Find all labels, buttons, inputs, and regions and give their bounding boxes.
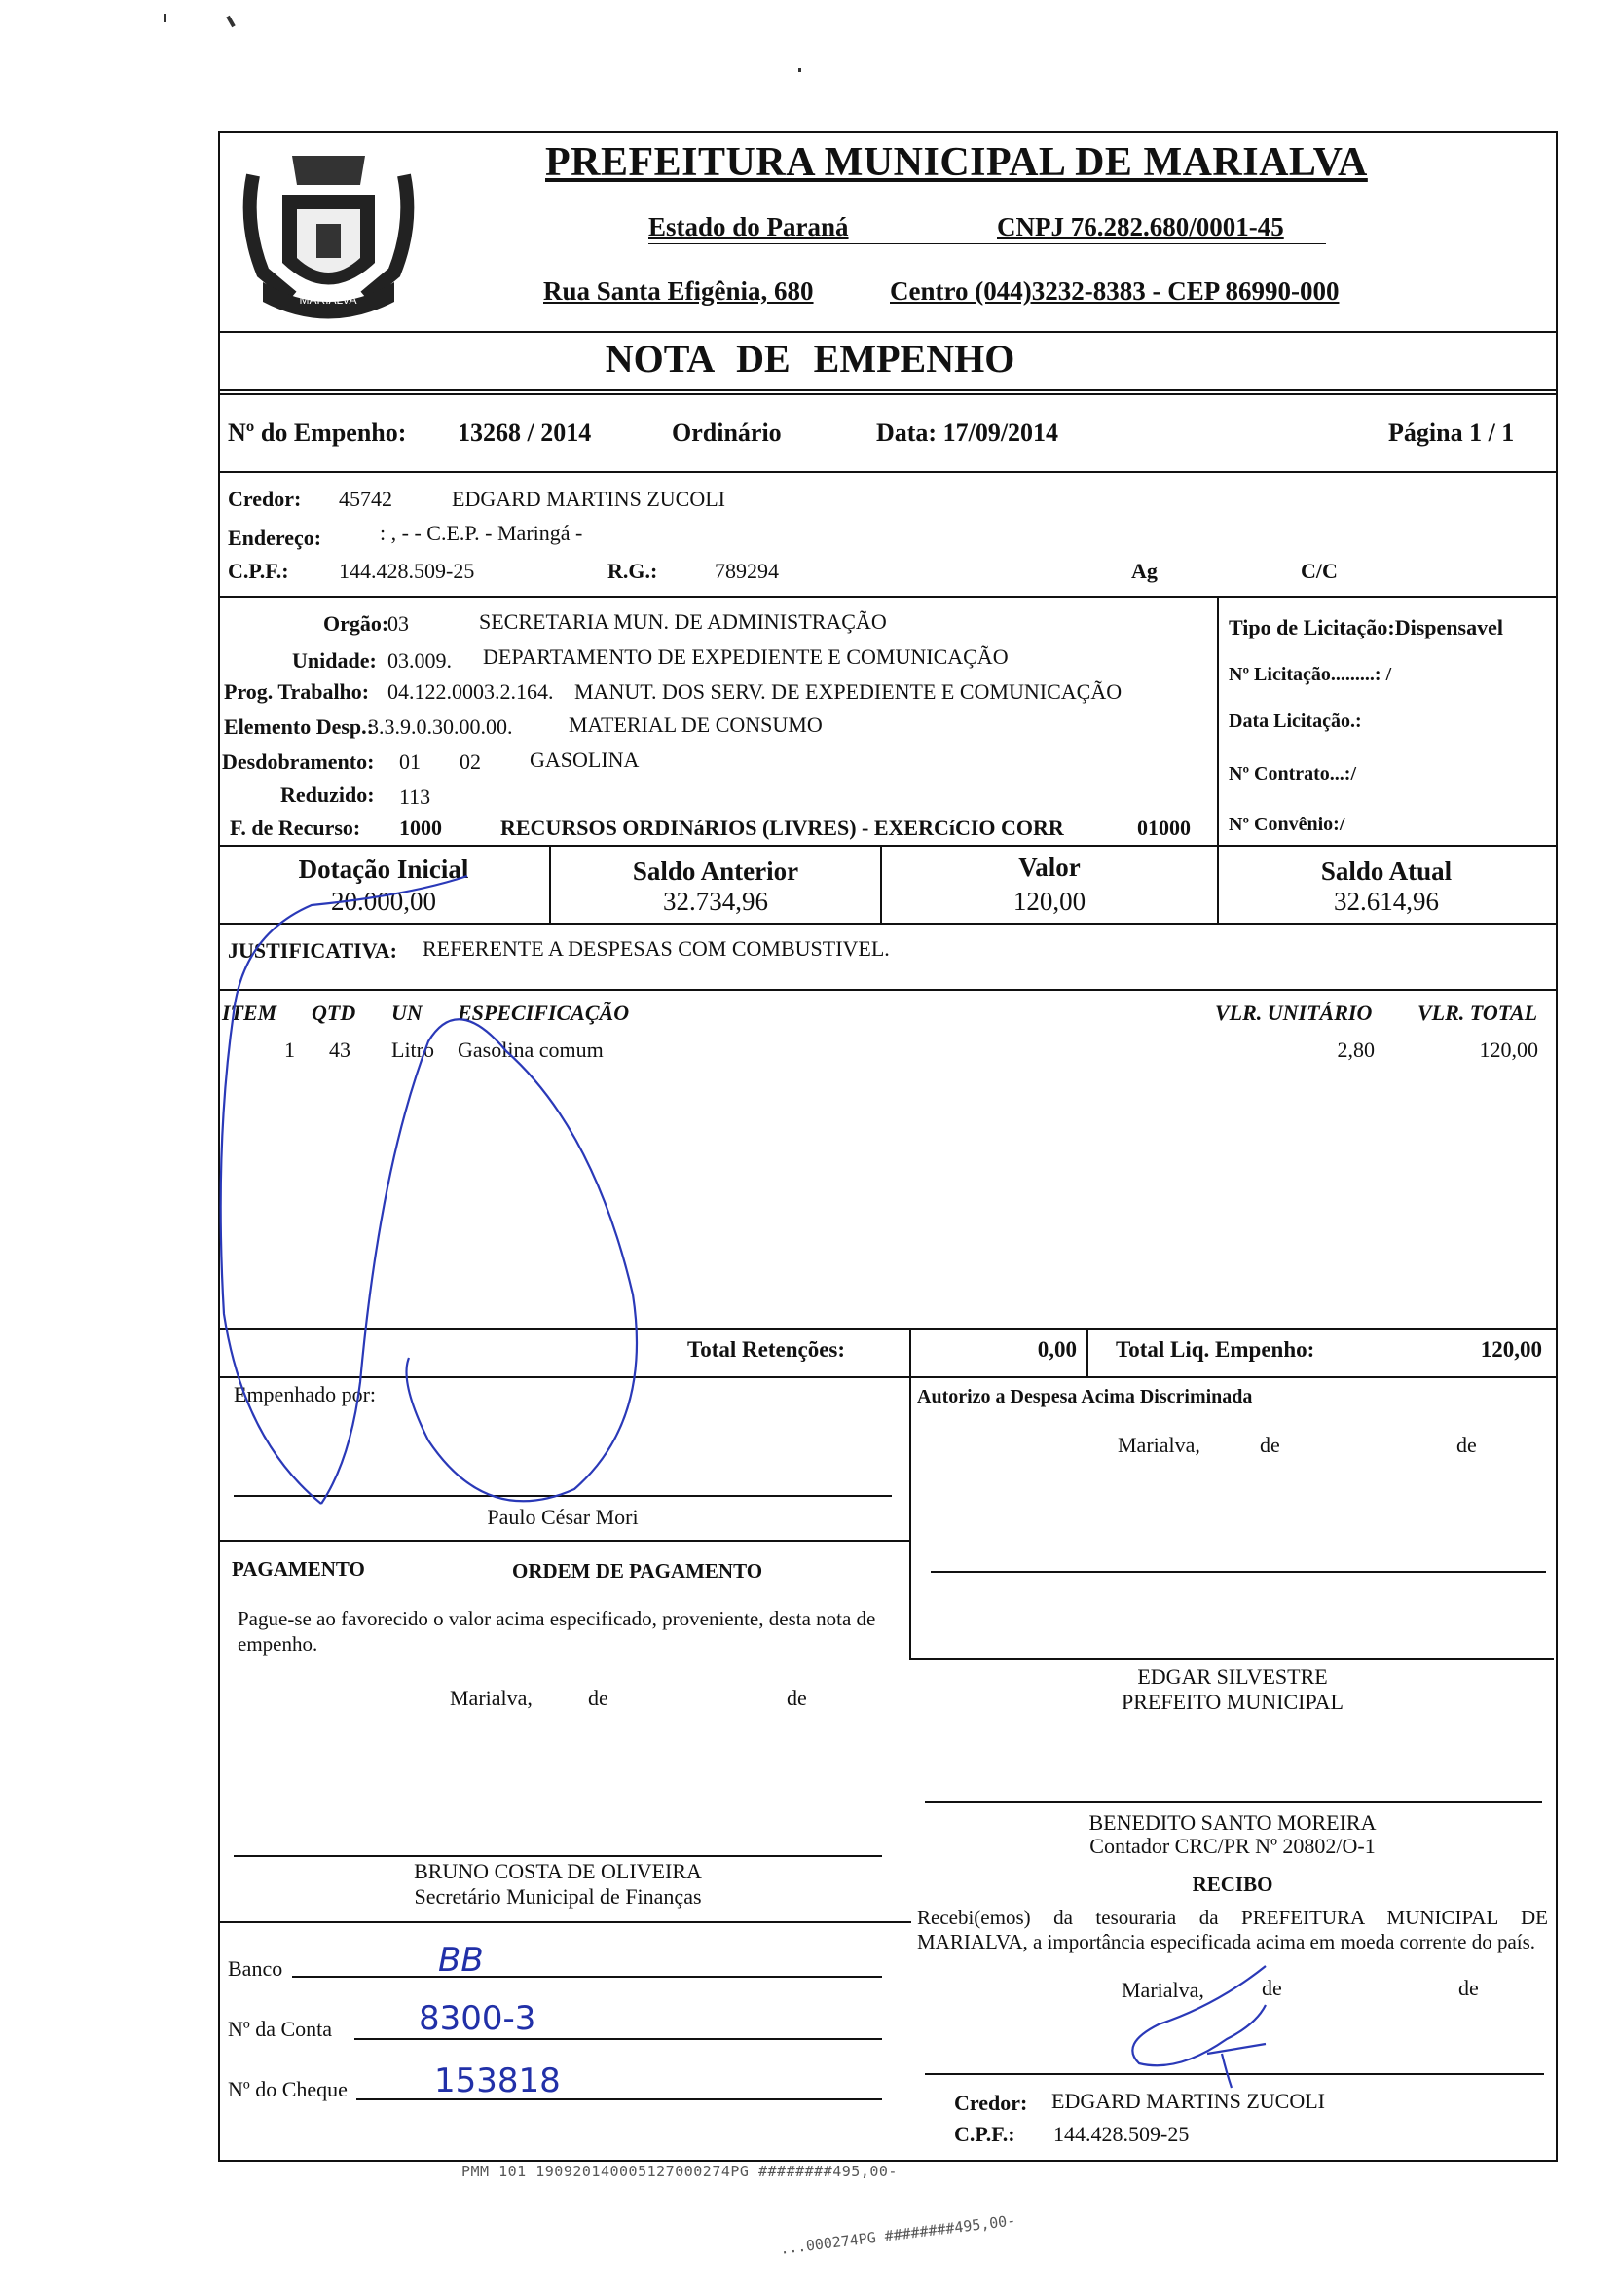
credor-label: Credor: bbox=[228, 487, 302, 511]
item-un: Litro bbox=[391, 1038, 434, 1062]
recibo-de2: de bbox=[1458, 1976, 1479, 2000]
bank-stamp: PMM 101 190920140005127000274PG ########495,00- bbox=[461, 2163, 898, 2180]
endereco-label: Endereço: bbox=[228, 526, 322, 550]
justificativa-label: JUSTIFICATIVA: bbox=[228, 938, 398, 963]
empenho-number-label: Nº do Empenho: bbox=[228, 419, 407, 447]
liquido-value: 120,00 bbox=[1480, 1337, 1542, 1362]
autorizo-de2: de bbox=[1456, 1433, 1477, 1457]
pagamento-de1: de bbox=[588, 1686, 608, 1710]
prefeito-title: PREFEITO MUNICIPAL bbox=[1122, 1690, 1344, 1714]
contador-title: Contador CRC/PR Nº 20802/O-1 bbox=[1089, 1834, 1376, 1858]
unidade-code: 03.009. bbox=[387, 648, 452, 673]
cpf-label: C.P.F.: bbox=[228, 559, 289, 583]
orgao-value: SECRETARIA MUN. DE ADMINISTRAÇÃO bbox=[479, 609, 887, 634]
autorizo-de1: de bbox=[1260, 1433, 1280, 1457]
recibo-place: Marialva, bbox=[1122, 1978, 1204, 2002]
item-unit-value: 2,80 bbox=[1337, 1038, 1375, 1062]
recurso-value: RECURSOS ORDINáRIOS (LIVRES) - EXERCíCIO CORR bbox=[500, 816, 1064, 840]
recibo-label: RECIBO bbox=[1192, 1873, 1273, 1896]
page-number: Página 1 / 1 bbox=[1388, 419, 1515, 447]
item-number: 1 bbox=[284, 1038, 295, 1062]
svg-text:MARIALVA: MARIALVA bbox=[299, 293, 357, 307]
empenhado-signer: Paulo César Mori bbox=[487, 1505, 639, 1529]
recibo-de1: de bbox=[1262, 1976, 1282, 2000]
reduzido-label: Reduzido: bbox=[280, 783, 375, 807]
autorizo-label: Autorizo a Despesa Acima Discriminada bbox=[917, 1386, 1253, 1407]
licitacao-tipo: Tipo de Licitação:Dispensavel bbox=[1229, 615, 1503, 639]
unidade-value: DEPARTAMENTO DE EXPEDIENTE E COMUNICAÇÃO bbox=[483, 644, 1009, 669]
cheque-label: Nº do Cheque bbox=[228, 2077, 348, 2101]
contact-label: Centro (044)3232-8383 - CEP 86990-000 bbox=[890, 276, 1340, 306]
item-total-value: 120,00 bbox=[1479, 1038, 1538, 1062]
saldo-atual-label: Saldo Atual bbox=[1320, 856, 1453, 886]
credor-code: 45742 bbox=[339, 487, 392, 511]
conta-handwritten: 8300-3 bbox=[419, 1999, 536, 2038]
autorizo-place: Marialva, bbox=[1118, 1433, 1200, 1457]
pagamento-de2: de bbox=[787, 1686, 807, 1710]
orgao-code: 03 bbox=[387, 611, 409, 636]
pagamento-label: PAGAMENTO bbox=[232, 1557, 365, 1581]
orgao-label: Orgão: bbox=[323, 611, 389, 636]
ordem-pagamento-label: ORDEM DE PAGAMENTO bbox=[512, 1559, 763, 1583]
saldo-atual-value: 32.614,96 bbox=[1334, 887, 1439, 916]
recurso-label: F. de Recurso: bbox=[230, 816, 361, 840]
cheque-handwritten: 153818 bbox=[434, 2061, 561, 2100]
secretario-name: BRUNO COSTA DE OLIVEIRA bbox=[414, 1859, 702, 1883]
elemento-code: 3.3.9.0.30.00.00. bbox=[368, 714, 513, 739]
state-label: Estado do Paraná bbox=[648, 212, 849, 241]
endereco-value: : , - - C.E.P. - Maringá - bbox=[380, 521, 583, 545]
contador-name: BENEDITO SANTO MOREIRA bbox=[1088, 1810, 1377, 1835]
prefeito-name: EDGAR SILVESTRE bbox=[1137, 1664, 1328, 1689]
prog-label: Prog. Trabalho: bbox=[224, 679, 370, 704]
items-header-unit: VLR. UNITÁRIO bbox=[1215, 1001, 1373, 1025]
licitacao-numero: Nº Licitação.........: / bbox=[1229, 664, 1392, 685]
dotacao-label: Dotação Inicial bbox=[298, 855, 469, 884]
empenho-number: 13268 / 2014 bbox=[458, 419, 592, 447]
item-spec: Gasolina comum bbox=[458, 1038, 604, 1062]
valor-label: Valor bbox=[1018, 853, 1081, 882]
document-title: NOTA DE EMPENHO bbox=[605, 337, 1015, 381]
pagamento-place: Marialva, bbox=[450, 1686, 533, 1710]
rg-value: 789294 bbox=[715, 559, 779, 583]
cnpj-label: CNPJ 76.282.680/0001-45 bbox=[997, 212, 1284, 241]
recibo-cpf-value: 144.428.509-25 bbox=[1053, 2122, 1190, 2146]
justificativa-text: REFERENTE A DESPESAS COM COMBUSTIVEL. bbox=[423, 936, 890, 961]
valor-value: 120,00 bbox=[1012, 887, 1086, 916]
desdobramento-code1: 01 bbox=[399, 749, 421, 774]
recibo-cpf-label: C.P.F.: bbox=[954, 2122, 1015, 2146]
desdobramento-label: Desdobramento: bbox=[222, 749, 375, 774]
reduzido-value: 113 bbox=[399, 784, 431, 809]
dotacao-value: 20.000,00 bbox=[331, 887, 436, 916]
recurso-code2: 01000 bbox=[1137, 816, 1191, 840]
unidade-label: Unidade: bbox=[292, 648, 377, 673]
retencoes-label: Total Retenções: bbox=[687, 1337, 846, 1362]
secretario-title: Secretário Municipal de Finanças bbox=[414, 1884, 702, 1909]
address-label: Rua Santa Efigênia, 680 bbox=[543, 276, 814, 306]
rg-label: R.G.: bbox=[608, 559, 658, 583]
conta-label: Nº da Conta bbox=[228, 2017, 333, 2041]
cpf-value: 144.428.509-25 bbox=[339, 559, 475, 583]
pagamento-text: Pague-se ao favorecido o valor acima especificado, proveniente, desta nota de empenho. bbox=[238, 1607, 876, 1656]
credor-name: EDGARD MARTINS ZUCOLI bbox=[452, 487, 726, 511]
saldo-anterior-label: Saldo Anterior bbox=[632, 856, 799, 886]
items-header-total: VLR. TOTAL bbox=[1418, 1001, 1538, 1025]
recibo-credor-label: Credor: bbox=[954, 2091, 1028, 2115]
licitacao-data: Data Licitação.: bbox=[1229, 711, 1362, 732]
item-qtd: 43 bbox=[329, 1038, 350, 1062]
liquido-label: Total Liq. Empenho: bbox=[1116, 1337, 1315, 1362]
banco-label: Banco bbox=[228, 1956, 283, 1981]
licitacao-convenio: Nº Convênio:/ bbox=[1229, 814, 1345, 835]
saldo-anterior-value: 32.734,96 bbox=[663, 887, 768, 916]
elemento-label: Elemento Desp.: bbox=[224, 714, 374, 739]
retencoes-value: 0,00 bbox=[1037, 1337, 1077, 1362]
recibo-credor-name: EDGARD MARTINS ZUCOLI bbox=[1051, 2089, 1326, 2113]
items-header-un: UN bbox=[391, 1001, 423, 1025]
ag-label: Ag bbox=[1131, 559, 1158, 583]
recibo-text: Recebi(emos) da tesouraria da PREFEITURA MUNICIPAL DE MARIALVA, a importância especificada acima em moeda corrente do país. bbox=[917, 1906, 1548, 1953]
items-header-item: ITEM bbox=[222, 1001, 277, 1025]
prog-value: MANUT. DOS SERV. DE EXPEDIENTE E COMUNICAÇÃO bbox=[574, 679, 1123, 704]
recurso-code: 1000 bbox=[399, 816, 442, 840]
desdobramento-code2: 02 bbox=[460, 749, 481, 774]
bank-stamp: ...000274PG ########495,00- bbox=[779, 2211, 1017, 2258]
elemento-value: MATERIAL DE CONSUMO bbox=[569, 712, 823, 737]
empenhado-label: Empenhado por: bbox=[234, 1382, 377, 1406]
banco-handwritten: BB bbox=[438, 1941, 484, 1980]
empenho-type: Ordinário bbox=[672, 419, 782, 447]
desdobramento-value: GASOLINA bbox=[530, 747, 640, 772]
empenho-date: Data: 17/09/2014 bbox=[876, 419, 1059, 447]
items-header-spec: ESPECIFICAÇÃO bbox=[458, 1001, 630, 1025]
items-header-qtd: QTD bbox=[312, 1001, 356, 1025]
licitacao-contrato: Nº Contrato...:/ bbox=[1229, 763, 1357, 784]
cc-label: C/C bbox=[1301, 559, 1338, 583]
page-title: PREFEITURA MUNICIPAL DE MARIALVA bbox=[545, 140, 1368, 185]
prog-code: 04.122.0003.2.164. bbox=[387, 679, 554, 704]
